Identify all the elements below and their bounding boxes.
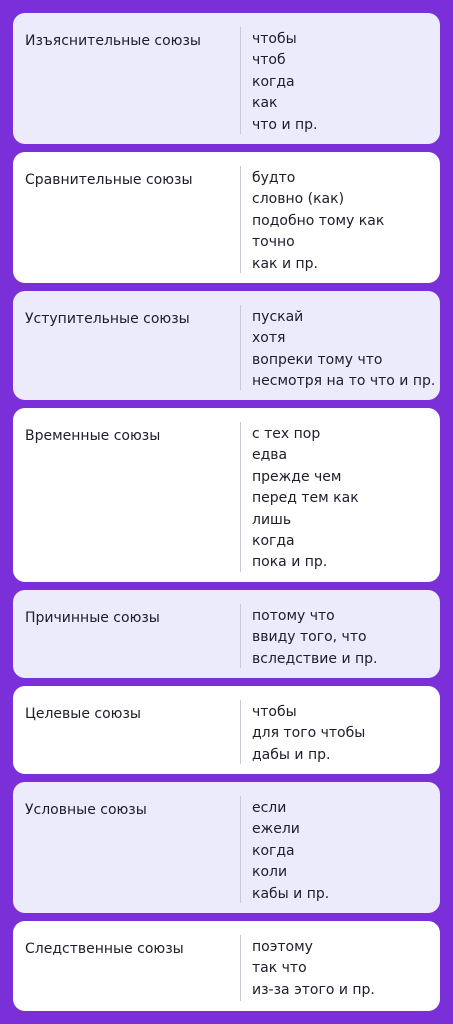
card-purpose-conjunctions <box>13 686 440 774</box>
conjunction-list <box>252 606 430 670</box>
list-item: так что <box>252 960 307 977</box>
divider <box>240 422 241 572</box>
divider <box>240 305 241 390</box>
card-title: Следственные союзы <box>25 941 184 957</box>
conjunction-list <box>252 702 430 766</box>
divider <box>240 604 241 668</box>
list-item: с тех пор <box>252 426 321 442</box>
card-title: Сравнительные союзы <box>25 172 193 188</box>
list-item: будто <box>252 170 296 186</box>
card-title: Временные союзы <box>25 428 161 444</box>
list-item: когда <box>252 533 295 550</box>
conjunction-list <box>252 29 430 136</box>
divider <box>240 166 241 273</box>
list-item: вопреки тому что <box>252 351 383 368</box>
list-item: дабы и пр. <box>252 746 331 763</box>
list-item: чтобы <box>252 31 297 47</box>
list-item: из-за этого и пр. <box>252 981 375 998</box>
list-item: чтобы <box>252 704 297 720</box>
list-item: как и пр. <box>252 255 318 272</box>
list-item: ежели <box>252 821 300 838</box>
card-title: Уступительные союзы <box>25 311 190 327</box>
list-item: точно <box>252 234 295 251</box>
list-item: кабы и пр. <box>252 885 330 902</box>
divider <box>240 27 241 134</box>
list-item: лишь <box>252 511 292 528</box>
list-item: несмотря на то что и пр. <box>252 373 436 390</box>
list-item: вследствие и пр. <box>252 650 378 667</box>
list-item: чтоб <box>252 52 286 69</box>
list-item: потому что <box>252 608 335 624</box>
list-item: прежде чем <box>252 468 342 485</box>
list-item: пускай <box>252 309 304 325</box>
card-title: Целевые союзы <box>25 706 141 722</box>
divider <box>240 796 241 903</box>
conjunction-list <box>252 168 430 275</box>
list-item: для того чтобы <box>252 725 366 742</box>
list-item: перед тем как <box>252 490 359 507</box>
card-consequential-conjunctions <box>13 921 440 1011</box>
conjunction-list <box>252 937 430 1001</box>
list-item: коли <box>252 864 288 881</box>
divider <box>240 935 241 1001</box>
list-item: пока и пр. <box>252 554 328 571</box>
conjunction-list <box>252 798 430 905</box>
list-item: ввиду того, что <box>252 629 367 646</box>
card-explanatory-conjunctions <box>13 13 440 144</box>
list-item: словно (как) <box>252 191 345 208</box>
list-item: что и пр. <box>252 116 318 133</box>
conjunction-list <box>252 307 436 393</box>
card-comparative-conjunctions <box>13 152 440 283</box>
divider <box>240 700 241 764</box>
conjunction-list <box>252 424 430 574</box>
card-causal-conjunctions <box>13 590 440 678</box>
card-title: Причинные союзы <box>25 610 160 626</box>
list-item: когда <box>252 842 295 859</box>
card-title: Изъяснительные союзы <box>25 33 201 49</box>
list-item: едва <box>252 447 288 464</box>
list-item: поэтому <box>252 939 313 955</box>
card-title: Условные союзы <box>25 802 147 818</box>
card-temporal-conjunctions <box>13 408 440 582</box>
list-item: подобно тому как <box>252 212 385 229</box>
list-item: если <box>252 800 287 816</box>
list-item: как <box>252 95 278 112</box>
list-item: хотя <box>252 330 286 347</box>
card-conditional-conjunctions <box>13 782 440 913</box>
list-item: когда <box>252 73 295 90</box>
card-concessive-conjunctions <box>13 291 440 400</box>
